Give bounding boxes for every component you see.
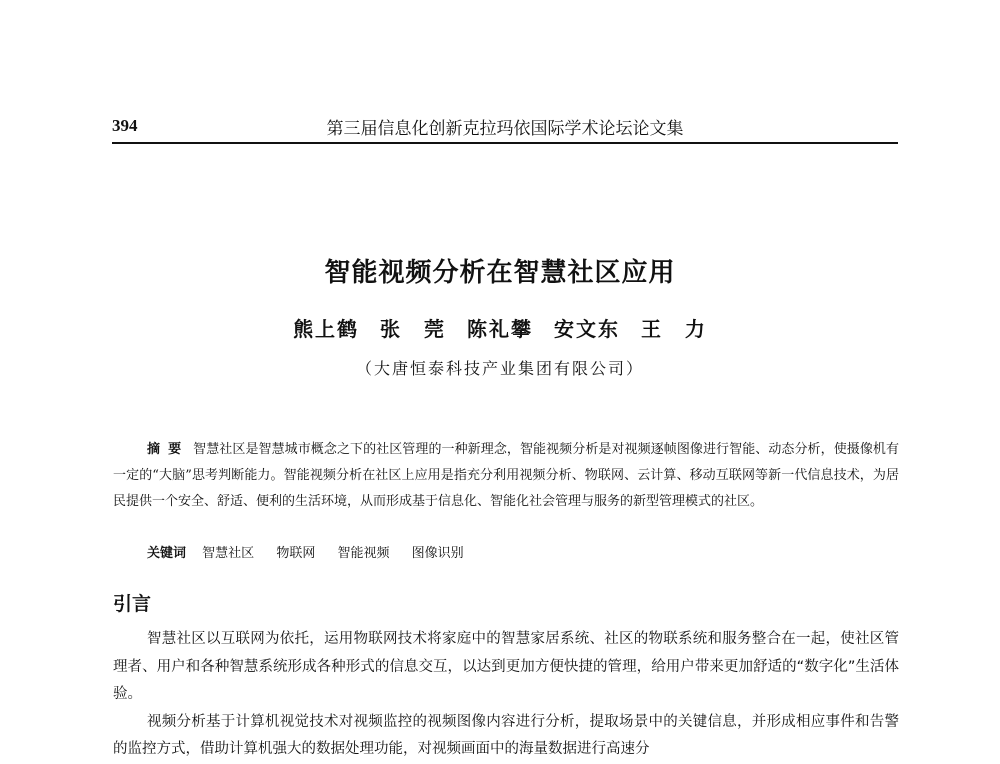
keyword: 图像识别 [411, 546, 464, 561]
page-header [112, 112, 898, 144]
keyword: 智慧社区 [202, 546, 255, 561]
author-name: 安文东 [553, 317, 620, 341]
abstract-text: 智慧社区是智慧城市概念之下的社区管理的一种新理念，智能视频分析是对视频逐帧图像进行智能、动态分析，使摄像机有一定的“大脑”思考判断能力。智能视频分析在社区上应用是指充分利用视频分析、物联网、云计算、移动互联网等新一代信息技术，为居民提供一个安全、舒适、便利的生活环境，从而形成基于信息化、智能化社会管理与服务的新型管理模式的社区。 [113, 442, 899, 509]
author-list [0, 313, 1000, 342]
abstract-label: 摘要 [147, 442, 190, 457]
running-title: 第三届信息化创新克拉玛依国际学术论坛论文集 [326, 119, 684, 139]
affiliation: （大唐恒泰科技产业集团有限公司） [355, 359, 644, 378]
keywords-label: 关键词 [147, 546, 187, 561]
keyword: 物联网 [276, 546, 316, 561]
author-name: 张 莞 [380, 317, 447, 341]
section-heading-introduction: 引言 [113, 593, 152, 615]
introduction-body [113, 626, 899, 764]
abstract [113, 437, 899, 515]
author-name: 王 力 [640, 317, 707, 341]
body-paragraph: 视频分析基于计算机视觉技术对视频监控的视频图像内容进行分析，提取场景中的关键信息，并形成相应事件和告警的监控方式，借助计算机强大的数据处理功能，对视频画面中的海量数据进行高速分 [113, 713, 899, 757]
keywords [147, 542, 482, 561]
body-paragraph: 智慧社区以互联网为依托，运用物联网技术将家庭中的智慧家居系统、社区的物联系统和服务整合在一起，使社区管理者、用户和各种智慧系统形成各种形式的信息交互，以达到更加方便快捷的管理，给用户带来更加舒适的“数字化”生活体验。 [113, 631, 899, 702]
page-number: 394 [112, 116, 138, 135]
keyword: 智能视频 [337, 546, 390, 561]
author-name: 陈礼攀 [467, 317, 533, 341]
paper-title: 智能视频分析在智慧社区应用 [324, 258, 676, 288]
author-name: 熊上鹤 [293, 317, 360, 341]
